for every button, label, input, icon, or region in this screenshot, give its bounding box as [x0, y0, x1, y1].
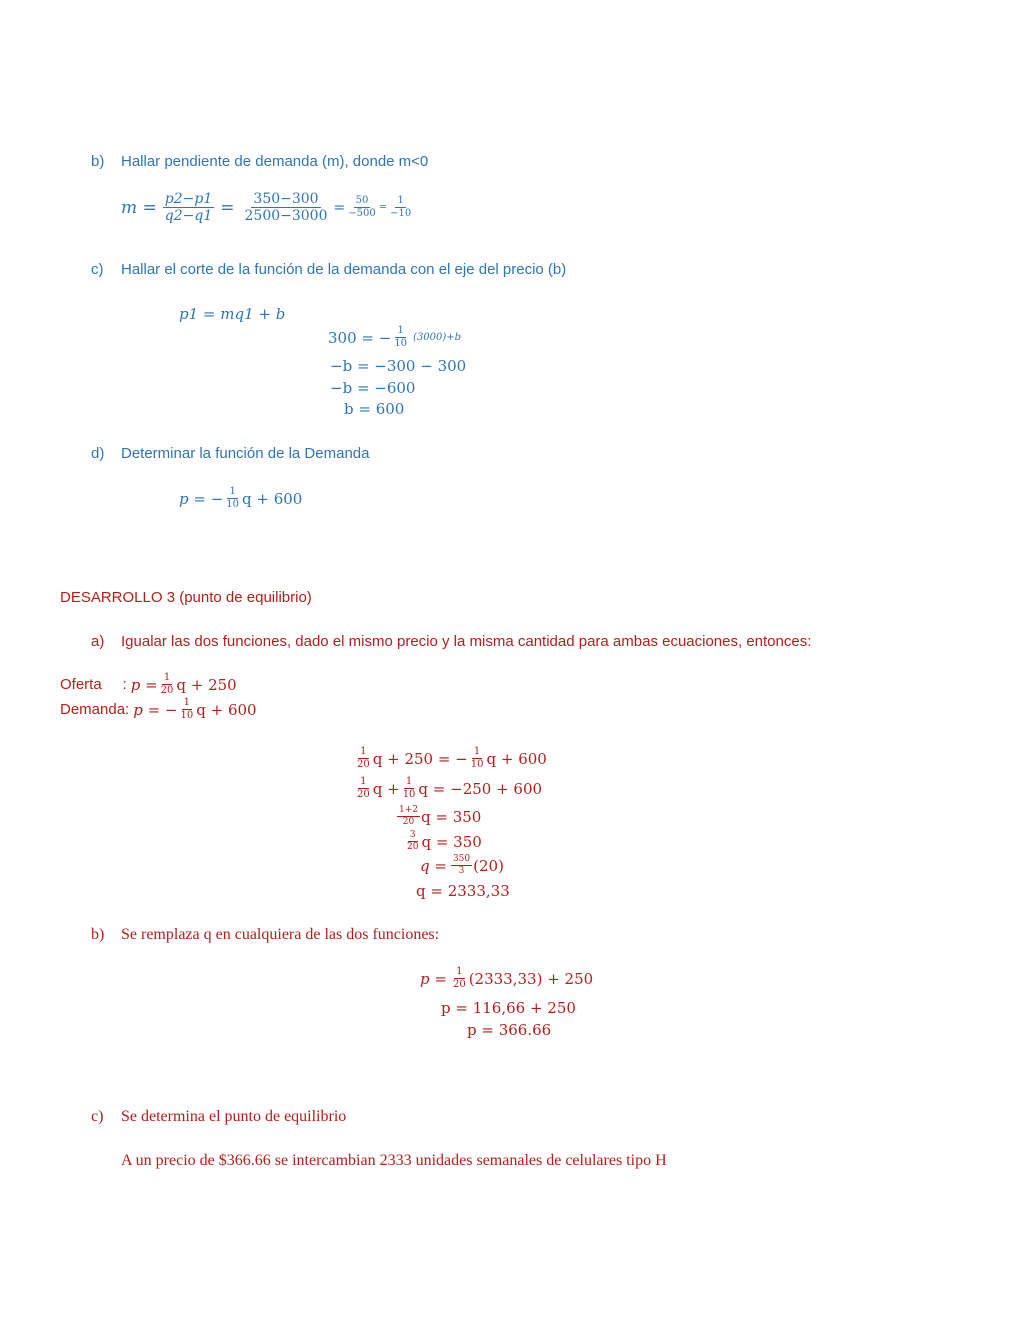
list-marker-a: a) [91, 633, 105, 650]
intercept-line-1: p1 = mq1 + b [179, 305, 286, 323]
equation-part: q + 600 [486, 749, 547, 768]
slope-equation [121, 192, 414, 223]
fraction-denominator: 10 [470, 759, 484, 770]
fraction-numerator: 1 [360, 776, 367, 787]
result-line-3: p = 366.66 [467, 1021, 552, 1039]
fraction-denominator: 20 [160, 685, 174, 696]
equation-part: p = − [179, 489, 224, 508]
fraction-denominator: −500 [348, 208, 376, 219]
fraction [451, 967, 468, 990]
fraction [451, 855, 472, 876]
fraction-numerator: 1 [183, 697, 191, 708]
fraction-denominator: 2500−3000 [244, 208, 328, 224]
fraction-numerator: 1 [229, 486, 236, 497]
step-3 [396, 806, 481, 827]
fraction-numerator: 1 [456, 966, 463, 977]
equation-part: q + [372, 779, 400, 798]
equation-part: p = [420, 969, 447, 988]
fraction [401, 777, 418, 800]
equals-sign: = [220, 197, 235, 218]
intercept-line-4: −b = −600 [330, 379, 416, 397]
fraction-denominator: 10 [180, 710, 194, 721]
fraction-numerator: 50 [355, 195, 369, 206]
equation-part: (3000)+b [413, 332, 462, 343]
equation-part: q = −250 + 600 [418, 779, 543, 798]
fraction-denominator: 10 [394, 338, 408, 349]
section-b2-text: Se remplaza q en cualquiera de las dos funciones: [121, 926, 440, 943]
slope-fraction-2 [243, 192, 330, 223]
fraction-numerator: 3 [409, 830, 416, 840]
equation-part: q + 600 [242, 489, 303, 508]
fraction-numerator: 1 [397, 195, 404, 206]
fraction-denominator: 3 [458, 866, 465, 876]
equation-part: q = 350 [421, 807, 482, 826]
step-2 [354, 777, 542, 800]
step-5 [420, 855, 504, 876]
equation-part: q = [420, 856, 447, 875]
slope-lhs: m = [121, 197, 157, 218]
section-d-text: Determinar la función de la Demanda [121, 445, 370, 462]
slope-fraction-1 [163, 192, 214, 223]
intercept-fraction [392, 326, 409, 349]
step-1 [354, 747, 547, 770]
fraction [405, 831, 420, 852]
list-marker-c: c) [91, 261, 104, 278]
fraction-denominator: 10 [402, 789, 416, 800]
demand-function [179, 487, 302, 510]
fraction-numerator: 1 [473, 746, 481, 757]
equation-part: q = 350 [421, 832, 482, 851]
section-c2-text: Se determina el punto de equilibrio [121, 1108, 347, 1125]
fraction-denominator: 20 [452, 979, 466, 990]
oferta-line [60, 673, 237, 696]
fraction-numerator: 350 [452, 854, 471, 864]
fraction [397, 806, 420, 827]
fraction-denominator: 20 [402, 817, 415, 827]
equals-sign: = [378, 202, 388, 213]
equation-part: 300 = − [328, 328, 392, 347]
fraction-denominator: −10 [390, 208, 412, 219]
demanda-line [60, 698, 257, 721]
fraction-denominator: 20 [357, 789, 370, 800]
equals-sign: = [333, 199, 346, 216]
list-marker-c2: c) [91, 1108, 104, 1125]
result-line-2: p = 116,66 + 250 [441, 999, 576, 1017]
demanda-fraction [179, 698, 196, 721]
fraction [355, 747, 372, 770]
intercept-line-5: b = 600 [344, 400, 405, 418]
oferta-label: Oferta : [60, 676, 127, 693]
list-marker-b2: b) [91, 926, 105, 943]
equation-part: q + 250 [176, 675, 237, 694]
fraction-numerator: 1 [163, 672, 171, 683]
fraction-numerator: 350−300 [253, 191, 319, 207]
fraction-denominator: 10 [226, 499, 240, 510]
fraction-numerator: 1 [405, 776, 413, 787]
intercept-line-2 [328, 326, 461, 349]
fraction-numerator: 1 [360, 746, 367, 757]
oferta-fraction [159, 673, 176, 696]
slope-fraction-3 [346, 196, 377, 219]
slope-fraction-4 [388, 196, 413, 219]
fraction [355, 777, 372, 800]
section-a-text: Igualar las dos funciones, dado el mismo precio y la misma cantidad para ambas ecuaciones, entonces: [121, 633, 812, 650]
fraction-denominator: 20 [357, 759, 370, 770]
list-marker-d: d) [91, 445, 105, 462]
equation-part: p = − [133, 700, 178, 719]
fraction-denominator: 20 [407, 842, 419, 852]
list-marker-b: b) [91, 153, 105, 170]
step-4 [404, 831, 482, 852]
equation-part: (20) [473, 856, 504, 875]
intercept-line-3: −b = −300 − 300 [330, 357, 467, 375]
section-b-text: Hallar pendiente de demanda (m), donde m<0 [121, 153, 429, 170]
fraction-denominator: q2−q1 [164, 208, 213, 224]
demand-fraction [224, 487, 241, 510]
equation-part: p = [130, 675, 158, 694]
demanda-label: Demanda: [60, 701, 130, 718]
fraction [469, 747, 486, 770]
fraction-numerator: 1 [397, 325, 404, 336]
conclusion-text: A un precio de $366.66 se intercambian 2333 unidades semanales de celulares tipo H [121, 1152, 667, 1169]
section-c-text: Hallar el corte de la función de la demanda con el eje del precio (b) [121, 261, 567, 278]
fraction-numerator: p2−p1 [164, 191, 213, 207]
section-heading: DESARROLLO 3 (punto de equilibrio) [60, 589, 312, 606]
equation-part: q + 250 = − [372, 749, 468, 768]
result-line-1 [420, 967, 593, 990]
equation-part: (2333,33) + 250 [468, 969, 594, 988]
equation-part: q + 600 [196, 700, 257, 719]
fraction-numerator: 1+2 [399, 805, 418, 815]
step-6: q = 2333,33 [416, 882, 510, 900]
